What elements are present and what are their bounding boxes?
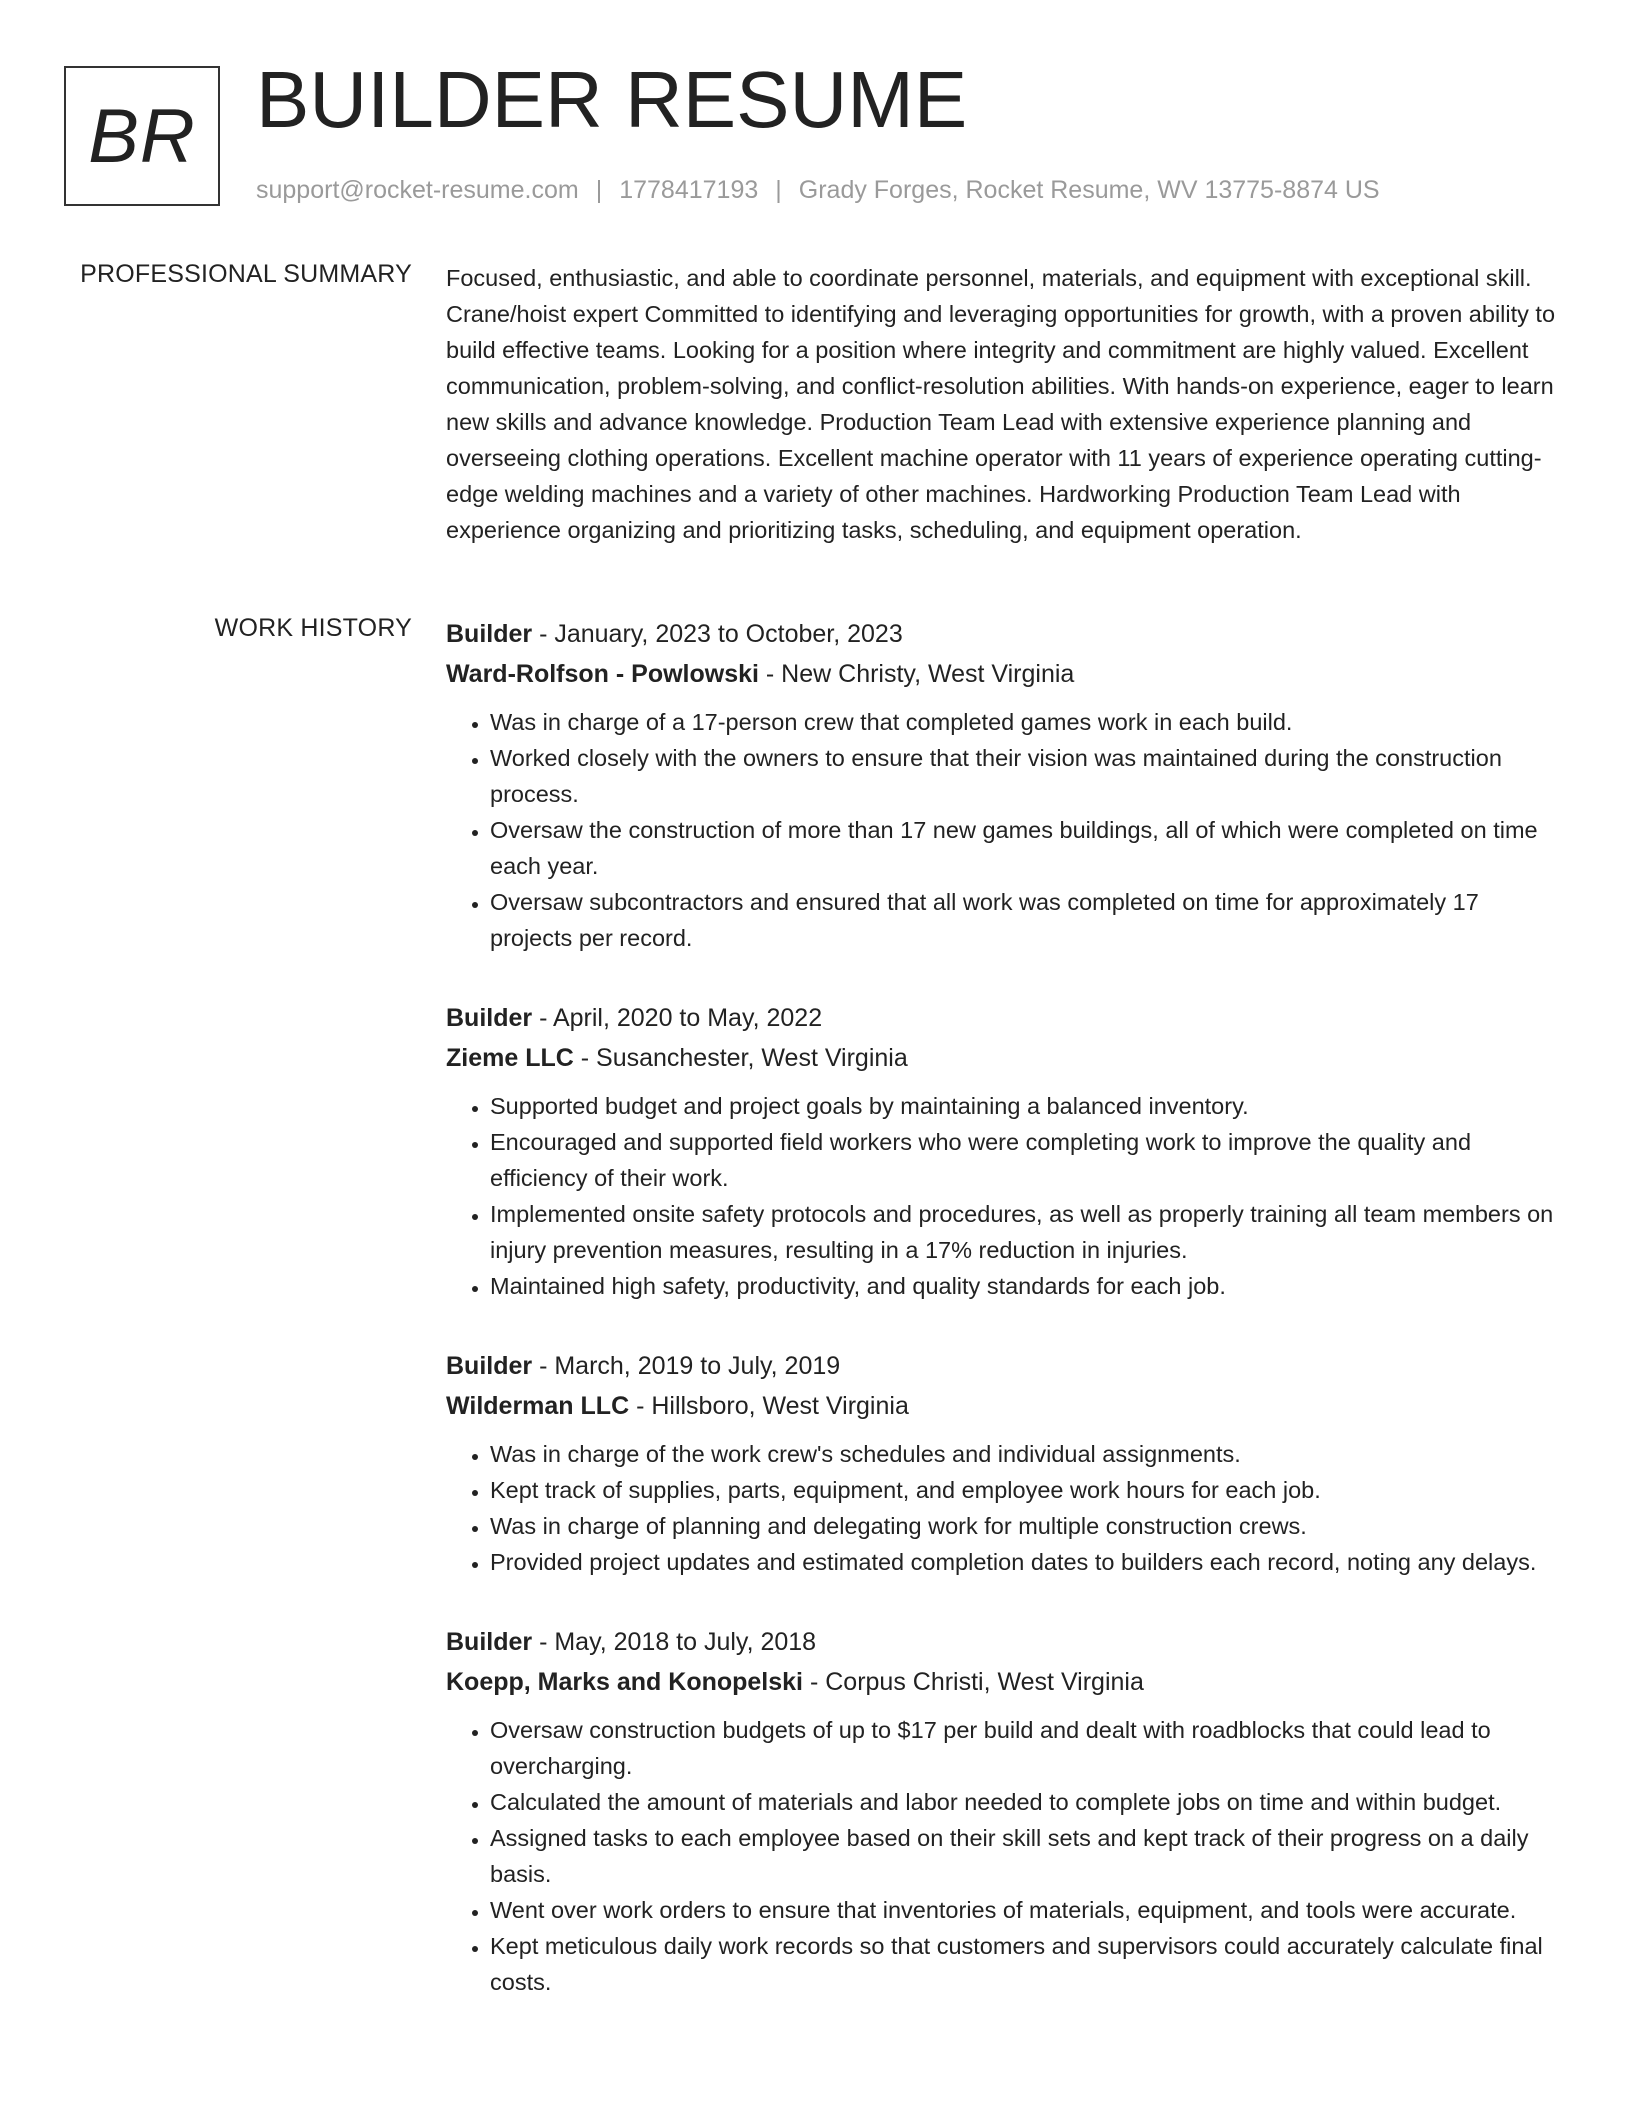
- job-bullet: • Oversaw construction budgets of up to $17 per build and dealt with roadblocks that could lead to overcharging.: [490, 1712, 1566, 1784]
- job-bullet: • Maintained high safety, productivity, and quality standards for each job.: [490, 1268, 1566, 1304]
- job-dates: - May, 2018 to July, 2018: [532, 1628, 817, 1656]
- job-dates: - January, 2023 to October, 2023: [532, 620, 903, 648]
- job-bullet: • Kept meticulous daily work records so that customers and supervisors could accurately calculate final costs.: [490, 1928, 1566, 2000]
- job-company: Ward-Rolfson - Powlowski: [446, 660, 759, 688]
- contact-email: support@rocket-resume.com: [256, 176, 579, 204]
- job-location: - Corpus Christi, West Virginia: [803, 1668, 1144, 1696]
- job-title: Builder: [446, 1004, 533, 1032]
- job-company-line: [446, 1662, 1566, 1702]
- job-entry: [446, 1622, 1566, 2000]
- job-entry: [446, 1346, 1566, 1580]
- job-company-line: [446, 654, 1566, 694]
- job-title-line: [446, 1622, 1566, 1662]
- job-title: Builder: [446, 620, 533, 648]
- job-bullets: [446, 1088, 1566, 1304]
- job-entry: [446, 998, 1566, 1304]
- contact-phone: 1778417193: [619, 176, 759, 204]
- job-bullets: [446, 1712, 1566, 2000]
- job-location: - Susanchester, West Virginia: [573, 1044, 908, 1072]
- job-entry: [446, 614, 1566, 956]
- job-company: Wilderman LLC: [446, 1392, 630, 1420]
- work-history-heading: WORK HISTORY: [214, 614, 412, 642]
- contact-separator: |: [775, 176, 782, 204]
- job-title-line: [446, 614, 1566, 654]
- contact-address: Grady Forges, Rocket Resume, WV 13775-8874 US: [798, 176, 1380, 204]
- job-title: Builder: [446, 1628, 533, 1656]
- job-company-line: [446, 1386, 1566, 1426]
- job-bullet: • Went over work orders to ensure that inventories of materials, equipment, and tools were accurate.: [490, 1892, 1566, 1928]
- job-bullet: • Provided project updates and estimated completion dates to builders each record, noting any delays.: [490, 1544, 1566, 1580]
- job-bullet: • Encouraged and supported field workers who were completing work to improve the quality and efficiency of their work.: [490, 1124, 1566, 1196]
- job-bullet: • Implemented onsite safety protocols and procedures, as well as properly training all team members on injury prevention measures, resulting in a 17% reduction in injuries.: [490, 1196, 1566, 1268]
- job-title-line: [446, 998, 1566, 1038]
- job-location: - New Christy, West Virginia: [758, 660, 1075, 688]
- job-company: Koepp, Marks and Konopelski: [446, 1668, 804, 1696]
- job-bullet: • Was in charge of a 17-person crew that completed games work in each build.: [490, 704, 1566, 740]
- job-title: Builder: [446, 1352, 533, 1380]
- job-location: - Hillsboro, West Virginia: [629, 1392, 909, 1420]
- job-bullet: • Kept track of supplies, parts, equipment, and employee work hours for each job.: [490, 1472, 1566, 1508]
- job-title-line: [446, 1346, 1566, 1386]
- job-bullets: [446, 704, 1566, 956]
- job-bullet: • Oversaw subcontractors and ensured that all work was completed on time for approximately 17 projects per record.: [490, 884, 1566, 956]
- job-bullets: [446, 1436, 1566, 1580]
- job-bullet: • Oversaw the construction of more than 17 new games buildings, all of which were completed on time each year.: [490, 812, 1566, 884]
- job-bullet: • Was in charge of planning and delegating work for multiple construction crews.: [490, 1508, 1566, 1544]
- job-company: Zieme LLC: [446, 1044, 574, 1072]
- job-bullet: • Was in charge of the work crew's schedules and individual assignments.: [490, 1436, 1566, 1472]
- summary-heading: PROFESSIONAL SUMMARY: [80, 260, 412, 288]
- resume-title: BUILDER RESUME: [256, 55, 968, 144]
- job-bullet: • Worked closely with the owners to ensure that their vision was maintained during the construction process.: [490, 740, 1566, 812]
- summary-text: Focused, enthusiastic, and able to coordinate personnel, materials, and equipment with exceptional skill. Crane/hoist expert Committed to identifying and leveraging opportunities for growth, with a proven ability to build effective teams. Looking for a position where integrity and commitment are highly valued. Excellent communication, problem-solving, and conflict-resolution abilities. With hands-on experience, eager to learn new skills and advance knowledge. Production Team Lead with extensive experience planning and overseeing clothing operations. Excellent machine operator with 11 years of experience operating cutting-edge welding machines and a variety of other machines. Hardworking Production Team Lead with experience organizing and prioritizing tasks, scheduling, and equipment operation.: [446, 265, 1556, 543]
- summary-body: [446, 260, 1566, 548]
- monogram-box: [64, 66, 220, 206]
- job-bullet: • Assigned tasks to each employee based on their skill sets and kept track of their progress on a daily basis.: [490, 1820, 1566, 1892]
- job-bullet: • Calculated the amount of materials and labor needed to complete jobs on time and within budget.: [490, 1784, 1566, 1820]
- work-history-body: [446, 614, 1566, 2042]
- monogram-initials: BR: [88, 93, 196, 179]
- job-company-line: [446, 1038, 1566, 1078]
- job-bullet: • Supported budget and project goals by maintaining a balanced inventory.: [490, 1088, 1566, 1124]
- contact-separator: |: [595, 176, 603, 204]
- job-dates: - April, 2020 to May, 2022: [532, 1004, 823, 1032]
- contact-line: [256, 176, 1380, 205]
- job-dates: - March, 2019 to July, 2019: [532, 1352, 841, 1380]
